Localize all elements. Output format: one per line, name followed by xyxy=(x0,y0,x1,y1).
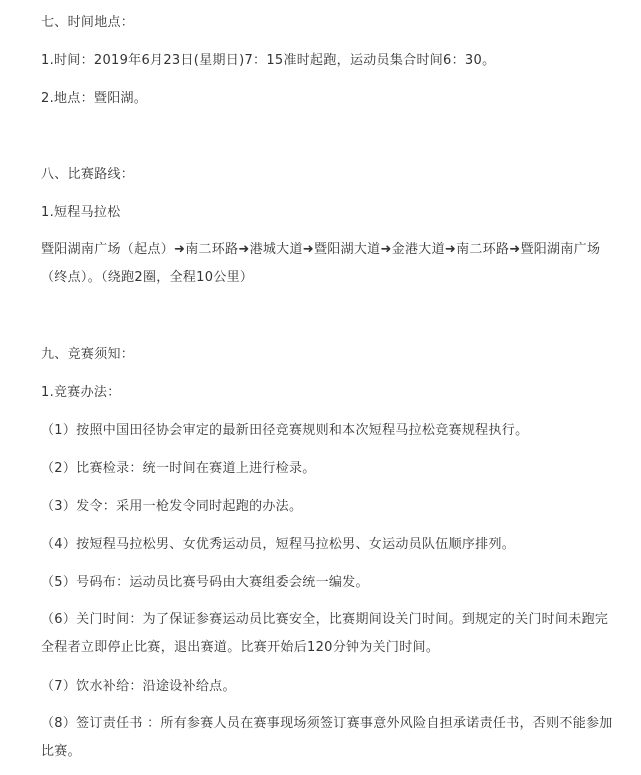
list-item: （7）饮水补给：沿途设补给点。 xyxy=(41,679,236,694)
list-item: （6）关门时间：为了保证参赛运动员比赛安全，比赛期间设关门时间。到规定的关门时间未跑完全程者立即停止比赛，退出赛道。比赛开始后120分钟为关门时间。 xyxy=(41,612,609,655)
section-8-route: 暨阳湖南广场（起点）➜南二环路➜港城大道➜暨阳湖大道➜金港大道➜南二环路➜暨阳湖南广场（终点）。（绕跑2圈，全程10公里） xyxy=(41,242,601,285)
section-7-heading: 七、时间地点： xyxy=(41,15,135,30)
list-item: （5）号码布：运动员比赛号码由大赛组委会统一编发。 xyxy=(41,575,369,590)
list-item: （3）发令：采用一枪发令同时起跑的办法。 xyxy=(41,499,303,514)
section-8-heading: 八、比赛路线： xyxy=(41,167,135,182)
list-item: （8）签订责任书 ：所有参赛人员在赛事现场须签订赛事意外风险自担承诺责任书，否则不能参加比赛。 xyxy=(41,716,613,759)
section-7-place: 2.地点：暨阳湖。 xyxy=(41,91,148,106)
section-7-time: 1.时间：2019年6月23日(星期日)7：15准时起跑，运动员集合时间6：30。 xyxy=(41,53,496,68)
list-item: （1）按照中国田径协会审定的最新田径竞赛规则和本次短程马拉松竞赛规程执行。 xyxy=(41,423,529,438)
list-item: （4）按短程马拉松男、女优秀运动员，短程马拉松男、女运动员队伍顺序排列。 xyxy=(41,537,516,552)
list-item: （2）比赛检录：统一时间在赛道上进行检录。 xyxy=(41,461,316,476)
section-9-heading: 九、竞赛须知： xyxy=(41,347,135,362)
section-9-subheading: 1.竞赛办法： xyxy=(41,385,121,400)
section-8-subheading: 1.短程马拉松 xyxy=(41,205,121,220)
